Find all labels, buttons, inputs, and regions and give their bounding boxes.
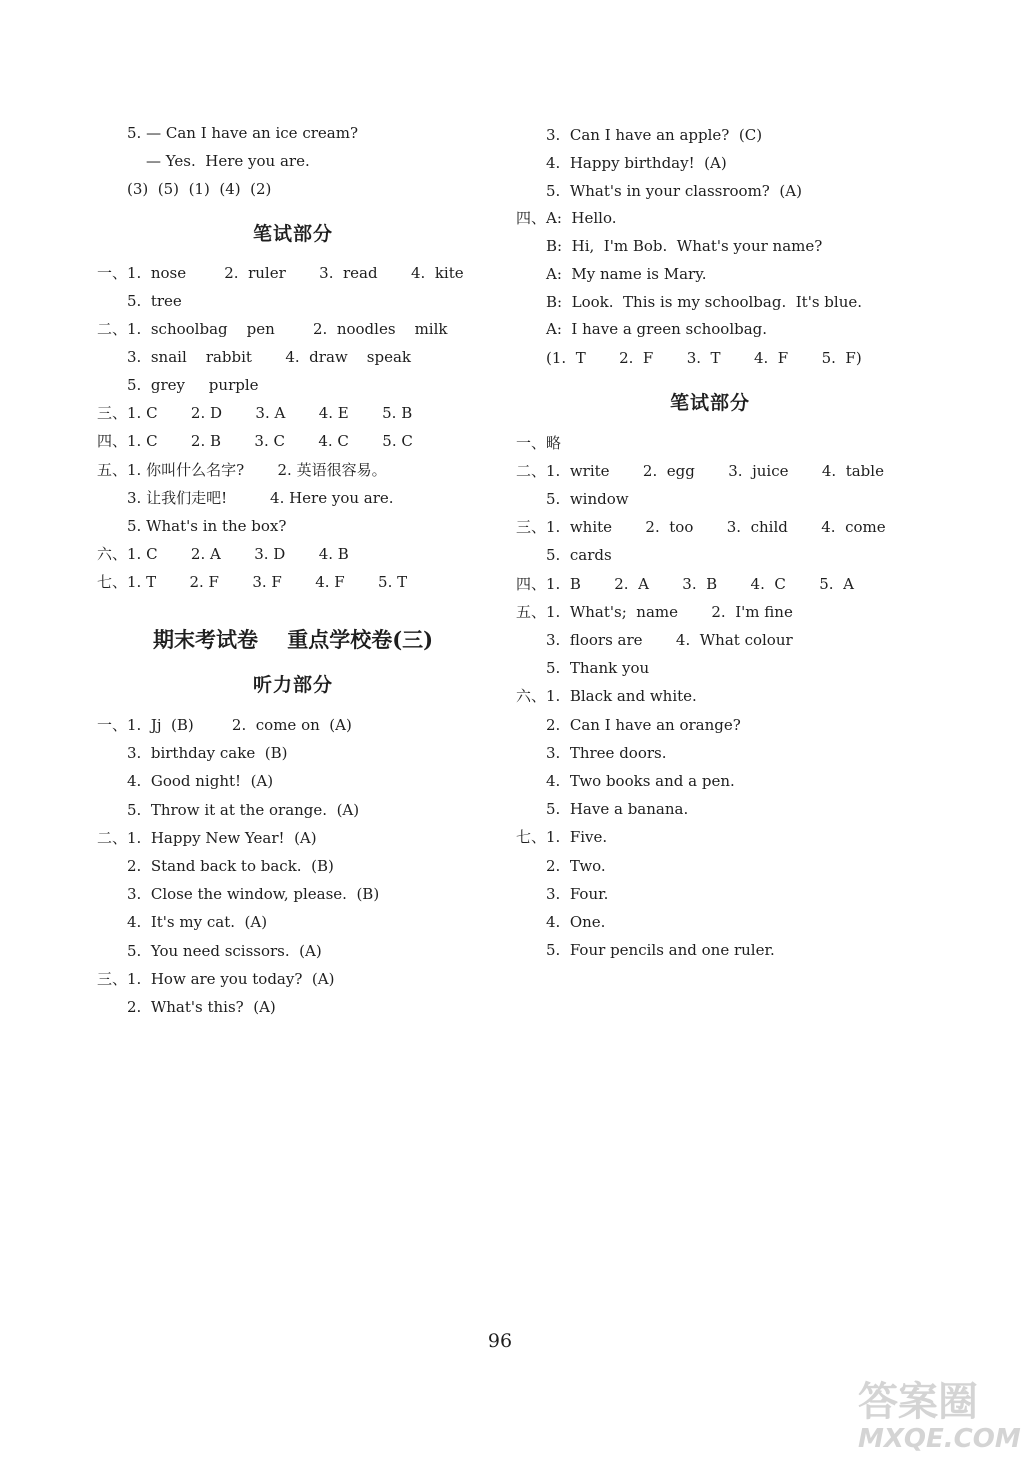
answer-line: 5. tree — [127, 292, 182, 310]
answer-line: 一、1. nose 2. ruler 3. read 4. kite — [97, 264, 464, 282]
answer-line: 5. Four pencils and one ruler. — [546, 941, 775, 959]
answer-line: B: Look. This is my schoolbag. It's blue. — [546, 293, 863, 311]
answer-line: 二、1. Happy New Year! (A) — [97, 829, 317, 847]
answer-line: 三、1. C 2. D 3. A 4. E 5. B — [97, 404, 413, 422]
answer-line: 2. Can I have an orange? — [546, 716, 741, 734]
answer-line: 2. Stand back to back. (B) — [127, 857, 334, 875]
answer-line: 5. — Can I have an ice cream? — [127, 124, 358, 142]
answer-line: 4. One. — [546, 913, 606, 931]
answer-line: 5. What's in your classroom? (A) — [546, 182, 802, 200]
answer-line: 七、1. T 2. F 3. F 4. F 5. T — [97, 573, 408, 591]
answer-line: 七、1. Five. — [516, 828, 608, 846]
answer-line: 2. Two. — [546, 857, 606, 875]
answer-line: 一、略 — [516, 434, 562, 452]
answer-line: 四、1. C 2. B 3. C 4. C 5. C — [97, 432, 413, 450]
answer-line: B: Hi, I'm Bob. What's your name? — [546, 237, 823, 255]
answer-line: 3. floors are 4. What colour — [546, 631, 793, 649]
answer-line: 4. Good night! (A) — [127, 772, 274, 790]
answer-line: 4. Two books and a pen. — [546, 772, 735, 790]
answer-line: 三、1. white 2. too 3. child 4. come — [516, 518, 886, 536]
answer-line: 四、1. B 2. A 3. B 4. C 5. A — [516, 575, 854, 593]
answer-line: 3. Three doors. — [546, 744, 667, 762]
answer-line: 4. Happy birthday! (A) — [546, 154, 727, 172]
answer-line: 一、1. Jj (B) 2. come on (A) — [97, 716, 352, 734]
exam-title: 期末考试卷 重点学校卷(三) — [153, 627, 434, 652]
answer-line: 5. You need scissors. (A) — [127, 942, 322, 960]
answer-line: (3) (5) (1) (4) (2) — [127, 180, 272, 198]
watermark-logo — [858, 1378, 1021, 1469]
watermark-mark: 答案圈 — [858, 1379, 978, 1425]
answer-line: 3. snail rabbit 4. draw speak — [127, 348, 412, 366]
answer-line: A: I have a green schoolbag. — [546, 320, 768, 338]
answer-line: 六、1. Black and white. — [516, 687, 697, 705]
section-heading-listening: 听力部分 — [252, 674, 333, 696]
section-heading-written: 笔试部分 — [252, 223, 333, 245]
answer-line: 2. What's this? (A) — [127, 998, 276, 1016]
answer-line: 3. Close the window, please. (B) — [127, 885, 380, 903]
answer-line: 5. What's in the box? — [127, 517, 287, 535]
answer-line: 5. window — [546, 490, 629, 508]
answer-line: 5. Throw it at the orange. (A) — [127, 801, 360, 819]
page-number: 96 — [487, 1330, 513, 1352]
answer-line: 五、1. 你叫什么名字? 2. 英语很容易。 — [97, 461, 387, 479]
answer-line: A: My name is Mary. — [546, 265, 707, 283]
answer-line: 六、1. C 2. A 3. D 4. B — [97, 545, 349, 563]
section-heading-written: 笔试部分 — [669, 392, 750, 414]
answer-line: — Yes. Here you are. — [146, 152, 310, 170]
answer-line: 5. grey purple — [127, 376, 259, 394]
answer-line: 3. Can I have an apple? (C) — [546, 126, 763, 144]
watermark-text: MXQE.COM — [858, 1424, 1021, 1454]
answer-line: 3. Four. — [546, 885, 609, 903]
answer-line: 五、1. What's; name 2. I'm fine — [516, 603, 793, 621]
answer-line: (1. T 2. F 3. T 4. F 5. F) — [546, 349, 862, 367]
answer-line: 4. It's my cat. (A) — [127, 913, 268, 931]
answer-line: 三、1. How are you today? (A) — [97, 970, 335, 988]
answer-line: 二、1. write 2. egg 3. juice 4. table — [516, 462, 884, 480]
answer-line: 3. 让我们走吧! 4. Here you are. — [127, 489, 394, 507]
answer-line: 5. Thank you — [546, 659, 650, 677]
answer-line: 二、1. schoolbag pen 2. noodles milk — [97, 320, 448, 338]
answer-line: 3. birthday cake (B) — [127, 744, 288, 762]
answer-line: 5. cards — [546, 546, 612, 564]
answer-line: 四、A: Hello. — [516, 209, 617, 227]
answer-line: 5. Have a banana. — [546, 800, 689, 818]
